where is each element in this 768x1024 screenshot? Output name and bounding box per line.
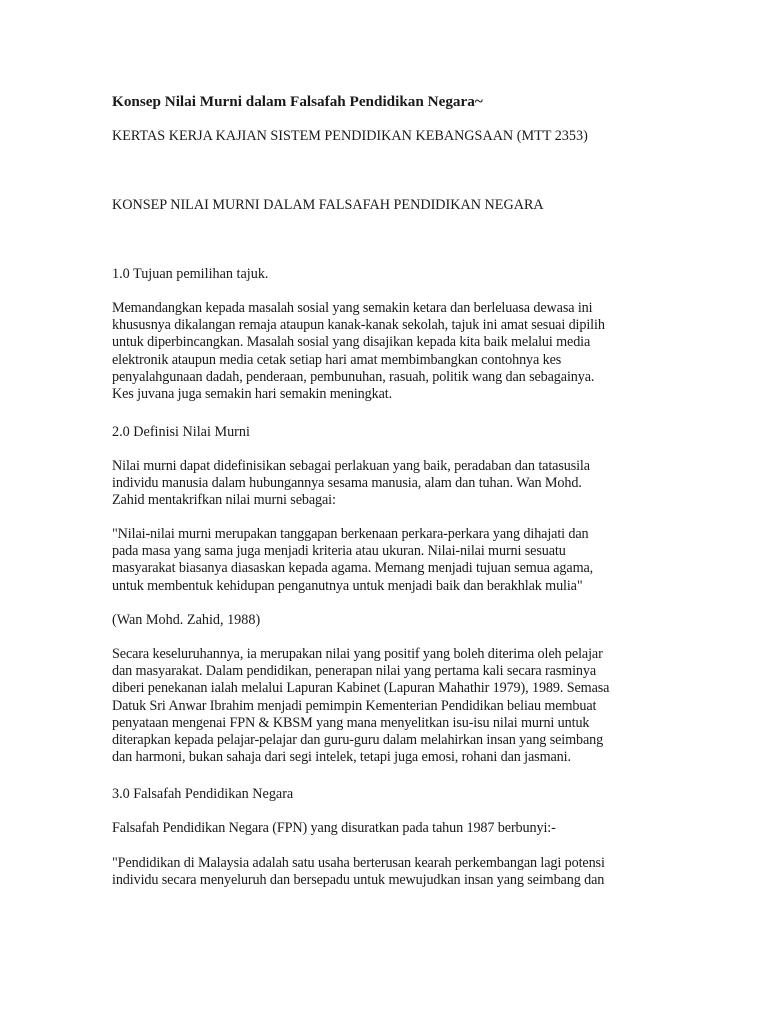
text-line: untuk membentuk kehidupan penganutnya untuk menjadi baik dan berakhlak mulia" (112, 577, 583, 594)
text-line: elektronik ataupun media cetak setiap hari amat membimbangkan contohnya kes (112, 351, 562, 368)
section3-heading: 3.0 Falsafah Pendidikan Negara (112, 786, 294, 802)
text-line: dan harmoni, bukan sahaja dari segi intelek, tetapi juga emosi, rohani dan jasmani. (112, 749, 571, 766)
document-title: Konsep Nilai Murni dalam Falsafah Pendidikan Negara~ (112, 93, 483, 110)
section2-quote (112, 526, 658, 595)
text-line: Datuk Sri Anwar Ibrahim menjadi pemimpin Kementerian Pendidikan beliau membuat (112, 697, 597, 714)
section2-citation: (Wan Mohd. Zahid, 1988) (112, 612, 261, 628)
text-line: untuk diperbincangkan. Masalah sosial yang disajikan kepada kita baik melalui media (112, 334, 591, 351)
text-line: Nilai murni dapat didefinisikan sebagai perlakuan yang baik, peradaban dan tatasusila (112, 458, 590, 474)
text-line: "Pendidikan di Malaysia adalah satu usaha berterusan kearah perkembangan lagi potensi (112, 855, 605, 871)
text-line: masyarakat biasanya diasaskan kepada agama. Memang menjadi tujuan semua agama, (112, 560, 594, 577)
text-line: dan masyarakat. Dalam pendidikan, penerapan nilai yang pertama kali secara rasminya (112, 663, 597, 680)
text-line: Memandangkan kepada masalah sosial yang semakin ketara dan berleluasa dewasa ini (112, 300, 593, 316)
text-line: pada masa yang sama juga menjadi kriteria atau ukuran. Nilai-nilai murni sesuatu (112, 543, 566, 560)
section1-paragraph (112, 300, 658, 403)
document-heading: KONSEP NILAI MURNI DALAM FALSAFAH PENDIDIKAN NEGARA (112, 197, 544, 213)
text-line: Zahid mentakrifkan nilai murni sebagai: (112, 492, 336, 509)
section2-heading: 2.0 Definisi Nilai Murni (112, 424, 250, 440)
text-line: individu manusia dalam hubungannya sesama manusia, alam dan tuhan. Wan Mohd. (112, 475, 582, 492)
text-line: penyataan mengenai FPN & KBSM yang mana menyelitkan isu-isu nilai murni untuk (112, 714, 590, 731)
section2-paragraph-2 (112, 646, 658, 766)
text-line: Kes juvana juga semakin hari semakin meningkat. (112, 386, 393, 403)
section3-quote (112, 855, 658, 889)
section3-paragraph: Falsafah Pendidikan Negara (FPN) yang disuratkan pada tahun 1987 berbunyi:- (112, 820, 556, 836)
text-line: khususnya dikalangan remaja ataupun kanak-kanak sekolah, tajuk ini amat sesuai dipilih (112, 317, 605, 334)
text-line: diterapkan kepada pelajar-pelajar dan guru-guru dalam melahirkan insan yang seimbang (112, 732, 604, 749)
text-line: "Nilai-nilai murni merupakan tanggapan berkenaan perkara-perkara yang dihajati dan (112, 526, 589, 542)
section1-heading: 1.0 Tujuan pemilihan tajuk. (112, 266, 269, 282)
text-line: penyalahgunaan dadah, penderaan, pembunuhan, rasuah, politik wang dan sebagainya. (112, 368, 595, 385)
document-subtitle: KERTAS KERJA KAJIAN SISTEM PENDIDIKAN KEBANGSAAN (MTT 2353) (112, 128, 588, 144)
text-line: individu secara menyeluruh dan bersepadu untuk mewujudkan insan yang seimbang dan (112, 872, 605, 889)
section2-paragraph (112, 458, 658, 510)
text-line: diberi penekanan ialah melalui Lapuran Kabinet (Lapuran Mahathir 1979), 1989. Semasa (112, 680, 610, 697)
text-line: Secara keseluruhannya, ia merupakan nilai yang positif yang boleh diterima oleh pelajar (112, 646, 603, 662)
